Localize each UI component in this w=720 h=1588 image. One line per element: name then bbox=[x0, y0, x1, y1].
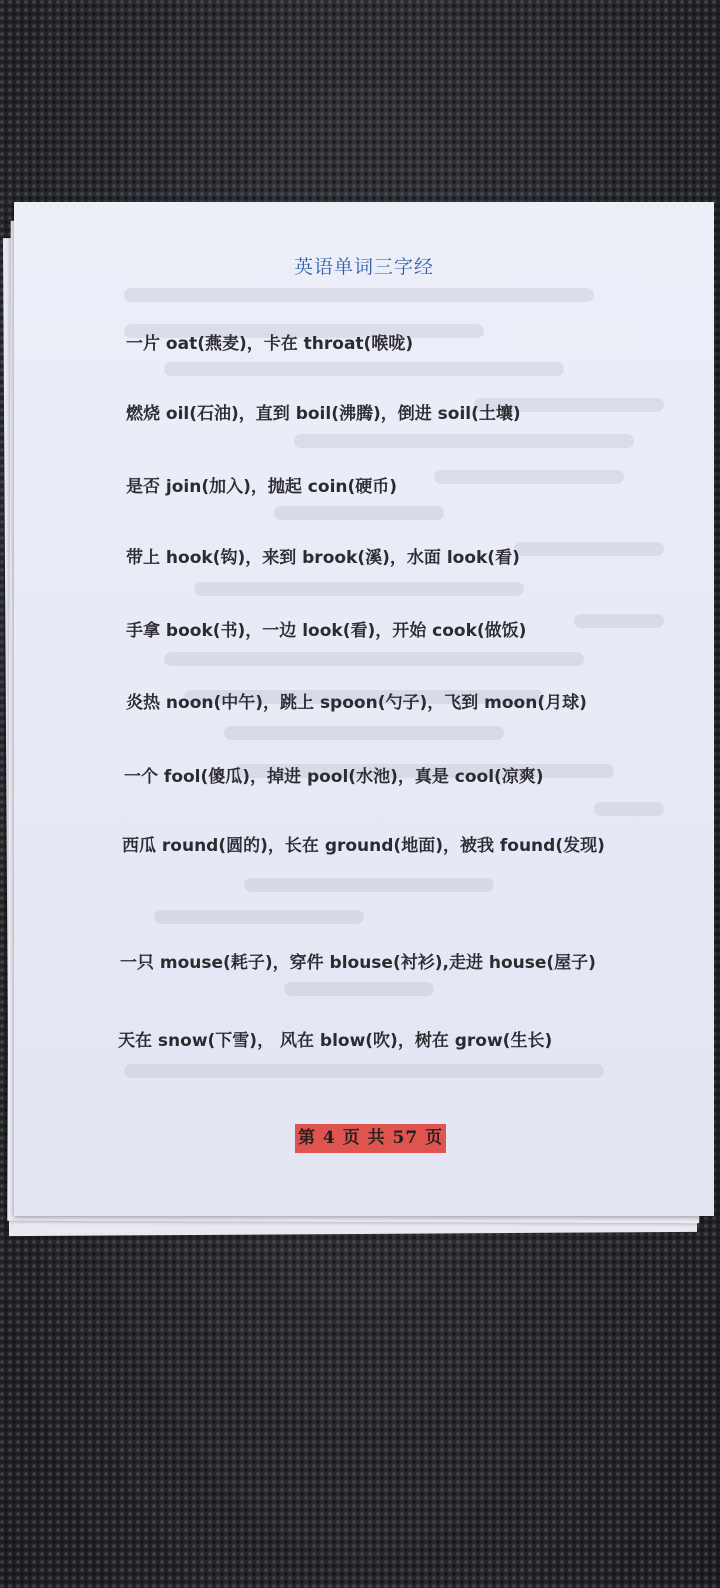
page-number-footer: 第 4 页 共 57 页 bbox=[295, 1124, 446, 1153]
verse-line: 西瓜 round(圆的)，长在 ground(地面)，被我 found(发现) bbox=[122, 836, 605, 856]
verse-line: 一只 mouse(耗子)，穿件 blouse(衬衫),走进 house(屋子) bbox=[120, 953, 596, 973]
verse-line: 炎热 noon(中午)，跳上 spoon(勺子)，飞到 moon(月球) bbox=[126, 693, 587, 713]
verse-line: 手拿 book(书)，一边 look(看)，开始 cook(做饭) bbox=[126, 621, 527, 641]
verse-line: 是否 join(加入)，抛起 coin(硬币) bbox=[126, 477, 398, 497]
document-page bbox=[14, 202, 714, 1216]
verse-line: 一个 fool(傻瓜)，掉进 pool(水池)，真是 cool(凉爽) bbox=[124, 767, 544, 787]
verse-line: 天在 snow(下雪)， 风在 blow(吹)，树在 grow(生长) bbox=[118, 1031, 553, 1051]
verse-line: 一片 oat(燕麦)，卡在 throat(喉咙) bbox=[126, 334, 414, 354]
verse-line: 带上 hook(钩)，来到 brook(溪)，水面 look(看) bbox=[126, 548, 520, 568]
verse-line: 燃烧 oil(石油)，直到 boil(沸腾)，倒进 soil(土壤) bbox=[126, 404, 521, 424]
document-title: 英语单词三字经 bbox=[293, 256, 434, 278]
